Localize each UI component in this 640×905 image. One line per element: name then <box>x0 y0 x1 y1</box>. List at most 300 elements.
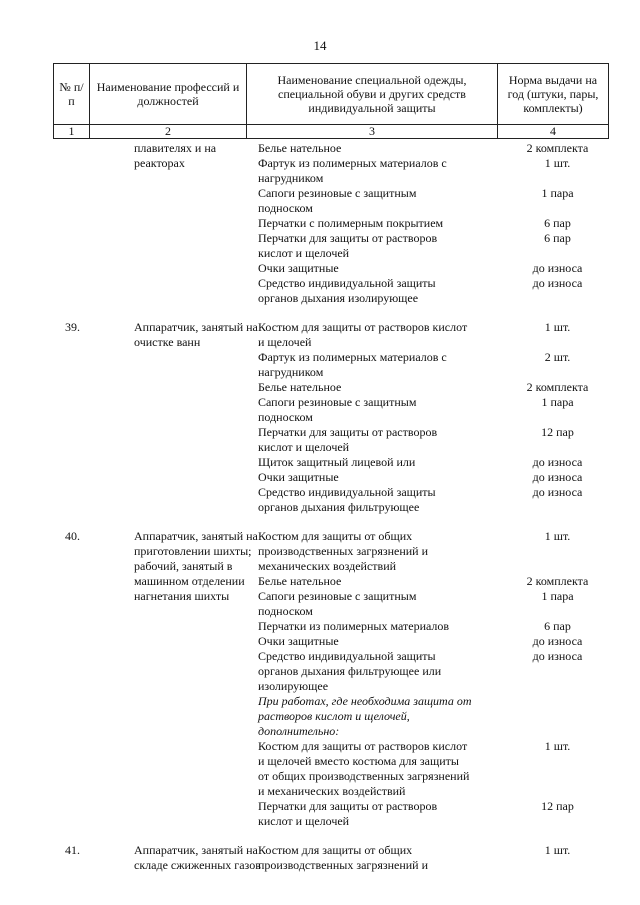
ppe-item <box>246 634 497 649</box>
ppe-item <box>246 858 497 873</box>
table-row <box>53 529 608 544</box>
row-number <box>53 858 89 873</box>
job-title-text: приготовлении шихты; <box>134 544 252 558</box>
ppe-item <box>246 395 497 410</box>
issue-norm <box>497 724 608 739</box>
job-title-text: Аппаратчик, занятый на <box>134 843 258 857</box>
issue-norm <box>497 320 608 335</box>
issue-norm <box>497 365 608 380</box>
ppe-item <box>246 664 497 679</box>
table-row <box>53 784 608 799</box>
ppe-item <box>246 141 497 156</box>
issue-norm <box>497 843 608 858</box>
job-title <box>89 754 246 769</box>
job-title <box>89 634 246 649</box>
table-row <box>53 171 608 186</box>
header-num-3: 3 <box>247 125 498 139</box>
issue-norm-text: 12 пар <box>541 425 574 439</box>
job-title <box>89 619 246 634</box>
table-row <box>53 246 608 261</box>
table-row <box>53 634 608 649</box>
ppe-item-text: органов дыхания изолирующее <box>258 291 419 305</box>
table-row <box>53 201 608 216</box>
job-title <box>89 156 246 171</box>
job-title-text: Аппаратчик, занятый на <box>134 320 258 334</box>
job-title <box>89 186 246 201</box>
table-header <box>53 63 609 139</box>
row-number <box>53 589 89 604</box>
job-title <box>89 231 246 246</box>
job-title-text: плавителях и на <box>134 141 217 155</box>
row-number <box>53 814 89 829</box>
ppe-item-text: и щелочей вместо костюма для защиты <box>258 754 459 768</box>
issue-norm-text: 1 шт. <box>544 739 571 753</box>
job-title-text: нагнетания шихты <box>134 589 230 603</box>
ppe-item <box>246 619 497 634</box>
row-number <box>53 500 89 515</box>
table-row <box>53 186 608 201</box>
ppe-item-text: механических воздействий <box>258 559 397 573</box>
issue-norm <box>497 335 608 350</box>
ppe-item <box>246 814 497 829</box>
issue-norm <box>497 246 608 261</box>
table-row <box>53 335 608 350</box>
job-title <box>89 201 246 216</box>
ppe-item <box>246 649 497 664</box>
issue-norm <box>497 500 608 515</box>
row-number <box>53 769 89 784</box>
ppe-item-text: Перчатки из полимерных материалов <box>258 619 450 633</box>
issue-norm <box>497 171 608 186</box>
ppe-item <box>246 589 497 604</box>
issue-norm <box>497 634 608 649</box>
ppe-item <box>246 455 497 470</box>
job-title <box>89 276 246 291</box>
ppe-item <box>246 574 497 589</box>
job-title <box>89 500 246 515</box>
job-title-text: рабочий, занятый в <box>134 559 233 573</box>
issue-norm-text: 2 комплекта <box>526 380 589 394</box>
row-number <box>53 485 89 500</box>
job-title <box>89 724 246 739</box>
table-row <box>53 694 608 709</box>
ppe-item-text: растворов кислот и щелочей, <box>258 709 410 723</box>
ppe-item-text: Фартук из полимерных материалов с <box>258 156 447 170</box>
issue-norm <box>497 769 608 784</box>
ppe-item-text: Очки защитные <box>258 261 339 275</box>
row-number <box>53 470 89 485</box>
row-number-text: 41. <box>65 843 80 857</box>
page-number: 14 <box>313 38 327 53</box>
table-row <box>53 380 608 395</box>
row-number <box>53 649 89 664</box>
issue-norm <box>497 574 608 589</box>
job-title <box>89 395 246 410</box>
issue-norm <box>497 380 608 395</box>
ppe-item <box>246 440 497 455</box>
ppe-item-text: и механических воздействий <box>258 784 406 798</box>
ppe-item-text: нагрудником <box>258 171 324 185</box>
ppe-item <box>246 201 497 216</box>
row-number <box>53 455 89 470</box>
ppe-item-text: кислот и щелочей <box>258 246 350 260</box>
ppe-item-text: производственных загрязнений и <box>258 544 429 558</box>
ppe-item-text: При работах, где необходима защита от <box>258 694 472 708</box>
issue-norm-text: 1 пара <box>541 186 574 200</box>
issue-norm <box>497 485 608 500</box>
table-row <box>53 231 608 246</box>
job-title-text: машинном отделении <box>134 574 245 588</box>
row-number <box>53 380 89 395</box>
table-row <box>53 440 608 455</box>
issue-norm <box>497 784 608 799</box>
job-title <box>89 470 246 485</box>
ppe-item-text: Белье нательное <box>258 380 342 394</box>
ppe-item-text: Костюм для защиты от растворов кислот <box>258 739 468 753</box>
job-title <box>89 544 252 559</box>
ppe-item <box>246 350 497 365</box>
row-gap <box>53 515 608 529</box>
ppe-item-text: изолирующее <box>258 679 329 693</box>
issue-norm <box>497 649 608 664</box>
job-title <box>89 141 246 156</box>
job-title <box>89 335 246 350</box>
row-number <box>53 141 89 156</box>
job-title <box>89 858 261 873</box>
row-number <box>53 335 89 350</box>
issue-norm <box>497 709 608 724</box>
issue-norm-text: до износа <box>532 634 583 648</box>
ppe-item <box>246 470 497 485</box>
table-row <box>53 350 608 365</box>
ppe-item <box>246 799 497 814</box>
issue-norm <box>497 858 608 873</box>
row-gap <box>53 829 608 843</box>
row-number <box>53 754 89 769</box>
job-title <box>89 291 246 306</box>
issue-norm <box>497 739 608 754</box>
table-row <box>53 425 608 440</box>
row-number <box>53 216 89 231</box>
ppe-item <box>246 335 497 350</box>
table-row <box>53 365 608 380</box>
ppe-item-text: Перчатки для защиты от растворов <box>258 799 438 813</box>
issue-norm-text: 6 пар <box>544 216 571 230</box>
row-number-text: 40. <box>65 529 80 543</box>
row-number <box>53 664 89 679</box>
table-row <box>53 574 608 589</box>
table-row <box>53 664 608 679</box>
ppe-item <box>246 739 497 754</box>
ppe-item-text: подноском <box>258 201 313 215</box>
table-row <box>53 799 608 814</box>
issue-norm-text: 1 пара <box>541 589 574 603</box>
table-row <box>53 320 608 335</box>
row-number <box>53 365 89 380</box>
issue-norm <box>497 799 608 814</box>
table-row <box>53 156 608 171</box>
row-number <box>53 784 89 799</box>
issue-norm-text: до износа <box>532 485 583 499</box>
row-number <box>53 350 89 365</box>
table-row <box>53 559 608 574</box>
header-num-2: 2 <box>90 125 247 139</box>
table-row <box>53 843 608 858</box>
job-title <box>89 784 246 799</box>
ppe-item-text: производственных загрязнений и <box>258 858 429 872</box>
job-title <box>89 171 246 186</box>
issue-norm <box>497 559 608 574</box>
table-row <box>53 649 608 664</box>
ppe-item <box>246 156 497 171</box>
row-gap-cell <box>53 829 608 843</box>
ppe-item-text: Перчатки для защиты от растворов <box>258 425 438 439</box>
row-number <box>53 156 89 171</box>
job-title <box>89 589 246 604</box>
issue-norm <box>497 754 608 769</box>
row-gap <box>53 306 608 320</box>
ppe-item <box>246 724 497 739</box>
row-number <box>53 425 89 440</box>
ppe-item-text: органов дыхания фильтрующее <box>258 500 420 514</box>
table-row <box>53 216 608 231</box>
table-row <box>53 291 608 306</box>
ppe-item-text: кислот и щелочей <box>258 440 350 454</box>
job-title <box>89 246 246 261</box>
ppe-item <box>246 425 497 440</box>
issue-norm <box>497 201 608 216</box>
table-row <box>53 589 608 604</box>
row-gap-cell <box>53 306 608 320</box>
job-title <box>89 574 246 589</box>
ppe-item-text: Средство индивидуальной защиты <box>258 276 436 290</box>
row-number <box>53 544 89 559</box>
issue-norm <box>497 231 608 246</box>
issue-norm <box>497 276 608 291</box>
ppe-item-text: подноском <box>258 410 313 424</box>
issue-norm-text: 12 пар <box>541 799 574 813</box>
job-title-text: Аппаратчик, занятый на <box>134 529 258 543</box>
ppe-item-text: Средство индивидуальной защиты <box>258 485 436 499</box>
ppe-item <box>246 485 497 500</box>
job-title <box>89 440 246 455</box>
issue-norm <box>497 350 608 365</box>
ppe-item-text: органов дыхания фильтрующее или <box>258 664 442 678</box>
table-body <box>53 141 608 873</box>
ppe-item <box>246 410 497 425</box>
row-number <box>53 246 89 261</box>
row-number <box>53 261 89 276</box>
issue-norm <box>497 186 608 201</box>
issue-norm <box>497 604 608 619</box>
ppe-item-text: от общих производственных загрязнений <box>258 769 470 783</box>
row-number <box>53 395 89 410</box>
job-title <box>89 529 258 544</box>
issue-norm-text: 1 шт. <box>544 529 571 543</box>
job-title <box>89 694 246 709</box>
ppe-item <box>246 500 497 515</box>
table-row <box>53 754 608 769</box>
row-number <box>53 231 89 246</box>
issue-norm-text: 2 комплекта <box>526 574 589 588</box>
issue-norm <box>497 440 608 455</box>
ppe-item <box>246 679 497 694</box>
job-title <box>89 380 246 395</box>
issue-norm <box>497 664 608 679</box>
table-row <box>53 395 608 410</box>
ppe-item <box>246 529 497 544</box>
ppe-item-text: Перчатки для защиты от растворов <box>258 231 438 245</box>
issue-norm-text: 2 комплекта <box>526 141 589 155</box>
table-row <box>53 470 608 485</box>
row-number <box>53 320 89 335</box>
ppe-item <box>246 604 497 619</box>
row-number-text: 39. <box>65 320 80 334</box>
issue-norm <box>497 141 608 156</box>
ppe-item <box>246 291 497 306</box>
job-title <box>89 799 246 814</box>
row-number <box>53 679 89 694</box>
ppe-item <box>246 186 497 201</box>
job-title <box>89 485 246 500</box>
ppe-item-text: нагрудником <box>258 365 324 379</box>
ppe-item <box>246 261 497 276</box>
ppe-item <box>246 769 497 784</box>
job-title <box>89 320 258 335</box>
row-number <box>53 694 89 709</box>
issue-norm <box>497 156 608 171</box>
ppe-item-text: и щелочей <box>258 335 312 349</box>
issue-norm <box>497 395 608 410</box>
issue-norm <box>497 544 608 559</box>
issue-norm <box>497 470 608 485</box>
ppe-item-text: дополнительно: <box>258 724 340 738</box>
row-number <box>53 843 89 858</box>
ppe-item <box>246 365 497 380</box>
ppe-item-text: Очки защитные <box>258 470 339 484</box>
job-title <box>89 261 246 276</box>
job-title <box>89 365 246 380</box>
row-number <box>53 724 89 739</box>
issue-norm <box>497 694 608 709</box>
job-title <box>89 559 246 574</box>
ppe-item <box>246 380 497 395</box>
issue-norm-text: 1 пара <box>541 395 574 409</box>
row-number <box>53 529 89 544</box>
ppe-item <box>246 709 497 724</box>
table-row <box>53 619 608 634</box>
issue-norm-text: 2 шт. <box>544 350 571 364</box>
ppe-item-text: Костюм для защиты от общих <box>258 529 413 543</box>
ppe-item-text: Костюм для защиты от общих <box>258 843 413 857</box>
job-title <box>89 455 246 470</box>
ppe-item <box>246 754 497 769</box>
ppe-item <box>246 544 497 559</box>
ppe-item <box>246 784 497 799</box>
table-row <box>53 814 608 829</box>
issue-norm-text: 6 пар <box>544 231 571 245</box>
job-title <box>89 739 246 754</box>
issue-norm <box>497 216 608 231</box>
table-row <box>53 769 608 784</box>
ppe-item-text: кислот и щелочей <box>258 814 350 828</box>
issue-norm-text: до износа <box>532 276 583 290</box>
row-number <box>53 709 89 724</box>
row-number <box>53 604 89 619</box>
ppe-item <box>246 216 497 231</box>
row-number <box>53 739 89 754</box>
ppe-item-text: подноском <box>258 604 313 618</box>
job-title-text: реакторах <box>134 156 185 170</box>
issue-norm <box>497 291 608 306</box>
job-title <box>89 350 246 365</box>
header-num-1: 1 <box>54 125 90 139</box>
ppe-item <box>246 276 497 291</box>
row-number <box>53 634 89 649</box>
ppe-item-text: Белье нательное <box>258 574 342 588</box>
job-title <box>89 814 246 829</box>
issue-norm-text: до износа <box>532 261 583 275</box>
ppe-item-text: Костюм для защиты от растворов кислот <box>258 320 468 334</box>
row-gap-cell <box>53 515 608 529</box>
issue-norm <box>497 679 608 694</box>
ppe-item <box>246 843 497 858</box>
row-number <box>53 619 89 634</box>
row-number <box>53 201 89 216</box>
table-row <box>53 485 608 500</box>
ppe-item <box>246 320 497 335</box>
ppe-item <box>246 231 497 246</box>
job-title <box>89 649 246 664</box>
row-number <box>53 440 89 455</box>
table-row <box>53 500 608 515</box>
job-title-text: складе сжиженных газов <box>134 858 261 872</box>
table-row <box>53 679 608 694</box>
table-row <box>53 261 608 276</box>
issue-norm <box>497 814 608 829</box>
row-number <box>53 574 89 589</box>
job-title <box>89 679 246 694</box>
issue-norm <box>497 529 608 544</box>
row-number <box>53 291 89 306</box>
issue-norm <box>497 425 608 440</box>
issue-norm-text: 1 шт. <box>544 156 571 170</box>
table-row <box>53 455 608 470</box>
issue-norm <box>497 589 608 604</box>
issue-norm <box>497 261 608 276</box>
table-row <box>53 739 608 754</box>
job-title <box>89 709 246 724</box>
ppe-item <box>246 559 497 574</box>
ppe-item-text: Перчатки с полимерным покрытием <box>258 216 444 230</box>
row-number <box>53 559 89 574</box>
issue-norm-text: 6 пар <box>544 619 571 633</box>
row-number <box>53 186 89 201</box>
issue-norm-text: 1 шт. <box>544 320 571 334</box>
job-title <box>89 769 246 784</box>
ppe-item-text: Щиток защитный лицевой или <box>258 455 416 469</box>
row-number <box>53 276 89 291</box>
ppe-item-text: Средство индивидуальной защиты <box>258 649 436 663</box>
table-row <box>53 858 608 873</box>
issue-norm <box>497 619 608 634</box>
job-title <box>89 216 246 231</box>
row-number <box>53 410 89 425</box>
issue-norm-text: 1 шт. <box>544 843 571 857</box>
job-title <box>89 425 246 440</box>
ppe-item-text: Фартук из полимерных материалов с <box>258 350 447 364</box>
row-number <box>53 799 89 814</box>
